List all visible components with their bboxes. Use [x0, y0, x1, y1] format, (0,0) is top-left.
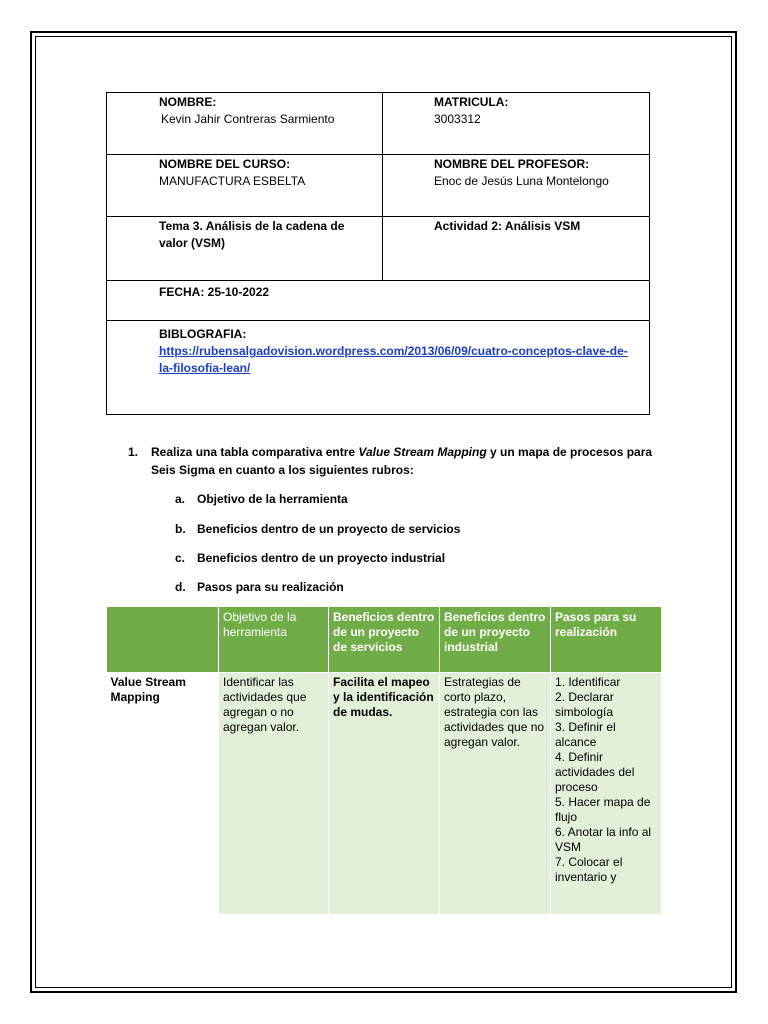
matricula-value: 3003312	[434, 112, 481, 126]
question-text: Realiza una tabla comparativa entre Value Stream Mapping y un mapa de procesos para Seis Sigma en cuanto a los siguientes rubros:	[151, 445, 653, 477]
row-name-cell: Value Stream Mapping	[107, 673, 219, 915]
paso-6: 6. Anotar la info al VSM	[555, 825, 652, 854]
tema-text: Tema 3. Análisis de la cadena de valor (VSM)	[159, 219, 345, 250]
fecha-cell	[107, 281, 650, 321]
nombre-value: Kevin Jahir Contreras Sarmiento	[161, 112, 335, 126]
bibliografia-link[interactable]: https://rubensalgadovision.wordpress.com/2013/06/09/cuatro-conceptos-clave-de-la-filosofia-lean/	[159, 344, 628, 375]
paso-4: 4. Definir actividades del proceso	[555, 750, 635, 794]
header-objetivo: Objetivo de la herramienta	[219, 607, 329, 673]
question-item-a: a. Objetivo de la herramienta	[175, 492, 348, 506]
comparison-table	[106, 606, 662, 915]
paso-1: 1. Identificar	[555, 675, 621, 689]
question-item-b: b. Beneficios dentro de un proyecto de servicios	[175, 522, 461, 536]
tema-cell	[107, 217, 383, 281]
question-item-c: c. Beneficios dentro de un proyecto industrial	[175, 551, 446, 565]
objetivo-cell: Identificar las actividades que agregan o no agregan valor.	[219, 673, 329, 915]
question-number: 1.	[128, 445, 139, 459]
servicios-cell: Facilita el mapeo y la identificación de mudas.	[329, 673, 440, 915]
header-empty	[107, 607, 219, 673]
bibliografia-cell	[107, 321, 650, 415]
profesor-cell	[383, 155, 650, 217]
header-industrial: Beneficios dentro de un proyecto industrial	[440, 607, 551, 673]
paso-2: 2. Declarar simbología	[555, 690, 614, 719]
matricula-cell	[383, 93, 650, 155]
curso-value: MANUFACTURA ESBELTA	[159, 174, 306, 188]
question-item-d: d. Pasos para su realización	[175, 580, 344, 594]
curso-label: NOMBRE DEL CURSO:	[159, 157, 291, 171]
paso-5: 5. Hacer mapa de flujo	[555, 795, 651, 824]
pasos-cell	[551, 673, 662, 915]
table-row	[107, 673, 662, 915]
fecha-text: FECHA: 25-10-2022	[159, 285, 270, 299]
header-servicios: Beneficios dentro de un proyecto de servicios	[329, 607, 440, 673]
nombre-cell	[107, 93, 383, 155]
profesor-value: Enoc de Jesús Luna Montelongo	[434, 174, 609, 188]
actividad-text: Actividad 2: Análisis VSM	[434, 219, 581, 233]
paso-7: 7. Colocar el inventario y	[555, 855, 623, 884]
header-pasos: Pasos para su realización	[551, 607, 662, 673]
table-header-row	[107, 607, 662, 673]
profesor-label: NOMBRE DEL PROFESOR:	[434, 157, 590, 171]
nombre-label: NOMBRE:	[159, 95, 217, 109]
actividad-cell	[383, 217, 650, 281]
curso-cell	[107, 155, 383, 217]
student-info-table	[106, 92, 650, 415]
bibliografia-label: BIBLOGRAFIA:	[159, 327, 247, 341]
industrial-cell: Estrategias de corto plazo, estrategia con las actividades que no agregan valor.	[440, 673, 551, 915]
paso-3: 3. Definir el alcance	[555, 720, 616, 749]
matricula-label: MATRICULA:	[434, 95, 509, 109]
